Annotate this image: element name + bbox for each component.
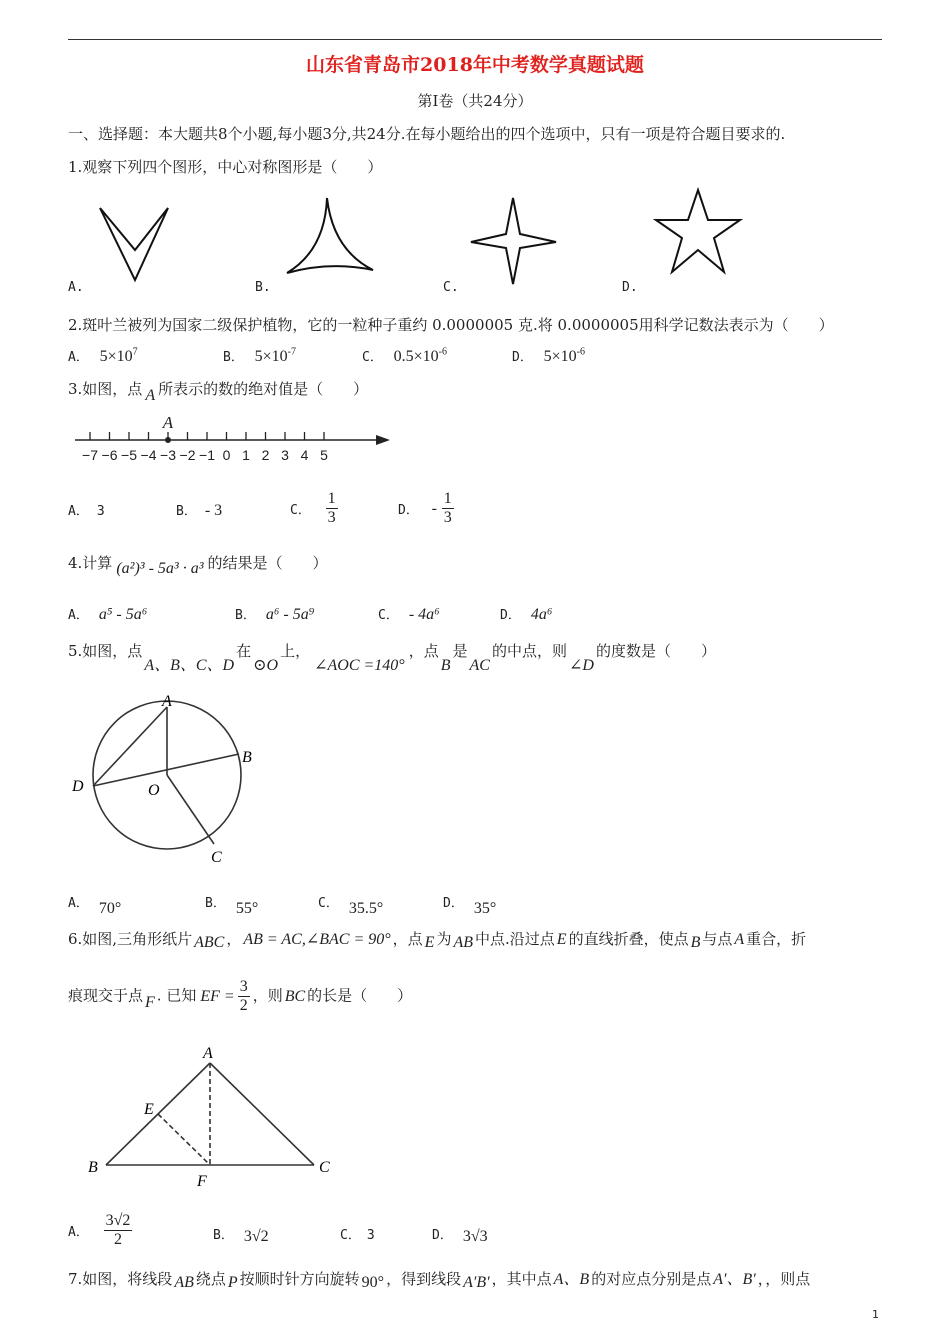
tri-label-a: A (203, 1045, 213, 1062)
q6-line2: 痕现交于点 F . 已知 EF = $\frac{3}{2}$ ，则 BC 的长是（ ） (68, 978, 413, 1014)
q1-option-d: D. (622, 280, 638, 295)
circle-figure (66, 690, 256, 870)
q2-stem: 2.斑叶兰被列为国家二级保护植物，它的一粒种子重约 0.0000005 克.将 0.0000005用科学记数法表示为（ ） (68, 316, 834, 334)
axis-tick-label: 2 (261, 447, 270, 463)
axis-tick-label: −6 (101, 447, 118, 463)
tri-label-e: E (144, 1101, 154, 1118)
label-a: A (162, 693, 172, 710)
q3-option-c: C． $\frac{1}{3}$ (290, 490, 336, 526)
q5-option-b: B． 55° (205, 896, 259, 917)
q3-option-a: A． 3 (68, 504, 105, 519)
curved-triangle-icon (285, 195, 385, 280)
axis-arrow (376, 435, 390, 445)
q5-option-d: D． 35° (443, 896, 497, 917)
q4-option-a: A． a⁵ - 5a⁶ (68, 606, 148, 623)
page-number: 1 (872, 1308, 879, 1321)
axis-tick-label: −1 (199, 447, 215, 463)
axis-point-a (165, 437, 171, 443)
q1-option-b: B. (255, 280, 271, 295)
q1-stem: 1.观察下列四个图形，中心对称图形是（ ） (68, 158, 383, 176)
axis-point-label: A (162, 413, 174, 432)
q4-option-b: B． a⁶ - 5a⁹ (235, 606, 315, 623)
label-o: O (148, 782, 160, 799)
q3-option-b: B． - 3 (176, 502, 223, 519)
q4-option-d: D． 4a⁶ (500, 606, 553, 623)
header-rule (68, 39, 882, 40)
tri-label-f: F (197, 1173, 207, 1190)
q2-option-d: D． $5\times 10^{-6}$ (512, 346, 585, 365)
q1-option-a: A. (68, 280, 84, 295)
q2-option-a: A． $5\times 10^7$ (68, 346, 138, 365)
q6-option-d: D． 3√3 (432, 1228, 488, 1245)
axis-tick-label: 3 (281, 447, 289, 463)
label-d: D (72, 778, 84, 795)
axis-tick-label: 4 (300, 447, 309, 463)
five-point-star-icon (652, 188, 744, 278)
tri-label-b: B (88, 1159, 98, 1176)
axis-tick-label: −2 (179, 447, 196, 463)
q6-line1: 6.如图,三角形纸片 ABC ， AB = AC,∠BAC = 90° ，点 E 为 AB 中点.沿过点 E 的直线折叠，使点 B 与点 A 重合，折 (68, 930, 807, 951)
tri-label-c: C (319, 1159, 330, 1176)
v-shape-icon (90, 200, 180, 290)
q6-option-c: C． 3 (340, 1228, 375, 1243)
axis-tick-label: −7 (82, 447, 98, 463)
q5-stem: 5.如图，点A、B、C、D在⊙O上，∠AOC =140°，点B是AC的中点，则∠D的度数是（ ） (68, 642, 716, 674)
q1-option-c: C. (443, 280, 459, 295)
q5-option-c: C． 35.5° (318, 896, 384, 917)
number-line (70, 410, 400, 470)
triangle-figure (86, 1040, 346, 1190)
q2-option-b: B． $5\times 10^{-7}$ (223, 346, 296, 365)
q7-stem: 7.如图，将线段 AB 绕点 P 按顺时针方向旋转 90° ，得到线段 A′B′ ，其中点 A、B 的对应点分别是点 A′、B′ ，，则点 (68, 1270, 811, 1291)
q3-stem: 3.如图，点 A 所表示的数的绝对值是（ ） (68, 380, 369, 404)
axis-tick-label: −3 (160, 447, 176, 463)
q3-option-d: D． - $\frac{1}{3}$ (398, 490, 452, 526)
q6-option-b: B． 3√2 (213, 1228, 269, 1245)
q5-option-a: A． 70° (68, 896, 122, 917)
axis-tick-label: 1 (242, 447, 250, 463)
instruction: 一、选择题：本大题共8个小题,每小题3分,共24分.在每小题给出的四个选项中，只有一项是符合题目要求的. (68, 125, 786, 143)
four-point-star-icon (468, 196, 560, 288)
label-c: C (211, 849, 222, 866)
axis-tick-label: −5 (121, 447, 137, 463)
q4-stem: 4.计算 (a²)³ - 5a³ · a³ 的结果是（ ） (68, 554, 328, 577)
label-b: B (242, 749, 252, 766)
axis-tick-label: −4 (140, 447, 157, 463)
q6-option-a: A． $\frac{3√2}{2}$ (68, 1212, 131, 1248)
axis-tick-label: 5 (320, 447, 328, 463)
axis-tick-label: 0 (222, 447, 231, 463)
section-heading: 第Ⅰ卷（共24分） (417, 92, 533, 110)
q4-option-c: C． - 4a⁶ (378, 606, 440, 623)
q2-option-c: C． $0.5\times 10^{-6}$ (362, 346, 447, 365)
page-title: 山东省青岛市2018年中考数学真题试题 (306, 54, 644, 76)
